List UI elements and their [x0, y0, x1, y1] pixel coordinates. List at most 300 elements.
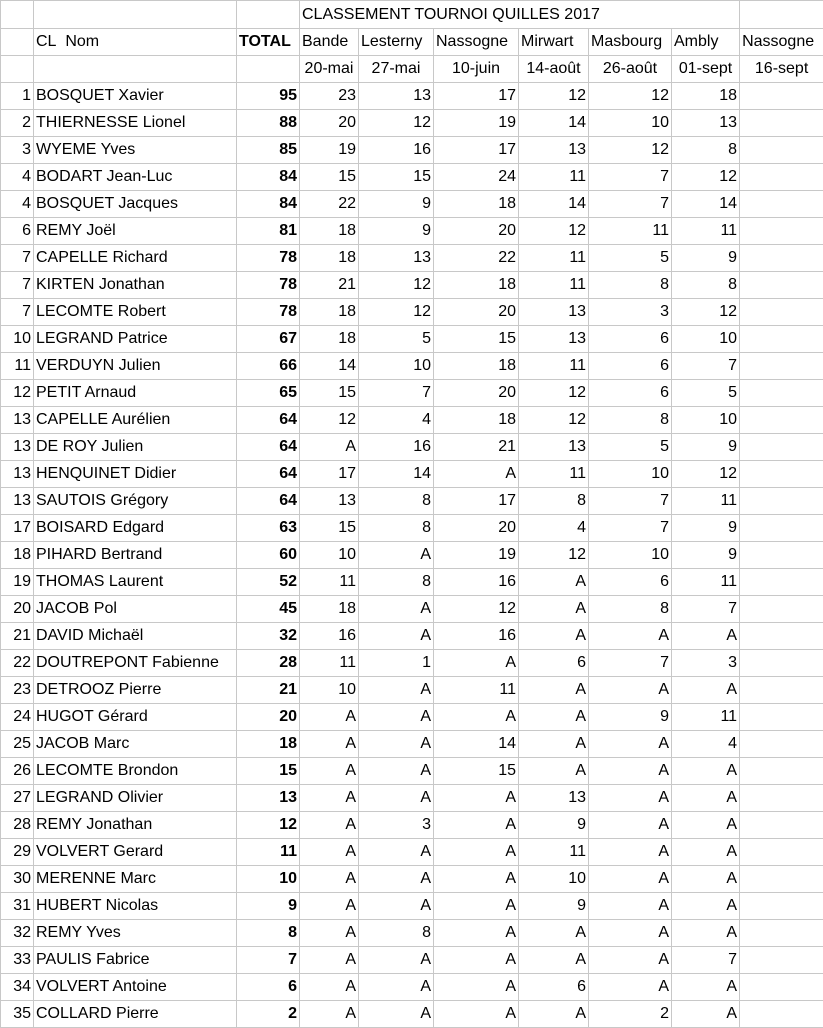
score-cell[interactable]: 11 [434, 677, 519, 704]
score-cell[interactable]: A [672, 812, 740, 839]
score-cell[interactable] [740, 704, 823, 731]
score-cell[interactable]: A [519, 677, 589, 704]
score-cell[interactable]: 19 [300, 137, 359, 164]
total-cell[interactable]: 64 [237, 407, 300, 434]
score-cell[interactable]: 24 [434, 164, 519, 191]
total-cell[interactable]: 64 [237, 434, 300, 461]
score-cell[interactable]: 5 [589, 434, 672, 461]
score-cell[interactable]: 15 [434, 326, 519, 353]
score-cell[interactable]: 12 [672, 164, 740, 191]
score-cell[interactable]: 2 [589, 1001, 672, 1028]
cell[interactable] [1, 56, 34, 83]
score-cell[interactable]: 18 [300, 326, 359, 353]
player-name-cell[interactable]: VOLVERT Gerard [34, 839, 237, 866]
score-cell[interactable]: 14 [519, 110, 589, 137]
score-cell[interactable]: A [300, 839, 359, 866]
score-cell[interactable]: 12 [519, 380, 589, 407]
score-cell[interactable]: A [300, 1001, 359, 1028]
player-name-cell[interactable]: HUBERT Nicolas [34, 893, 237, 920]
score-cell[interactable]: 11 [300, 569, 359, 596]
score-cell[interactable]: 17 [434, 137, 519, 164]
score-cell[interactable] [740, 812, 823, 839]
player-name-cell[interactable]: PIHARD Bertrand [34, 542, 237, 569]
score-cell[interactable]: 21 [300, 272, 359, 299]
score-cell[interactable]: A [300, 920, 359, 947]
total-cell[interactable]: 9 [237, 893, 300, 920]
player-name-cell[interactable]: DOUTREPONT Fabienne [34, 650, 237, 677]
rank-cell[interactable]: 24 [1, 704, 34, 731]
player-name-cell[interactable]: MERENNE Marc [34, 866, 237, 893]
score-cell[interactable]: 20 [434, 218, 519, 245]
total-cell[interactable]: 13 [237, 785, 300, 812]
score-cell[interactable]: A [300, 704, 359, 731]
score-cell[interactable]: 8 [359, 488, 434, 515]
score-cell[interactable]: 9 [519, 893, 589, 920]
header-venue[interactable]: Ambly [672, 29, 740, 56]
score-cell[interactable]: 20 [300, 110, 359, 137]
score-cell[interactable]: 7 [589, 515, 672, 542]
score-cell[interactable]: 6 [519, 974, 589, 1001]
score-cell[interactable]: 7 [672, 947, 740, 974]
total-cell[interactable]: 20 [237, 704, 300, 731]
score-cell[interactable]: 18 [300, 299, 359, 326]
player-name-cell[interactable]: REMY Joël [34, 218, 237, 245]
score-cell[interactable]: A [359, 866, 434, 893]
score-cell[interactable]: 5 [359, 326, 434, 353]
header-date[interactable]: 20-mai [300, 56, 359, 83]
total-cell[interactable]: 85 [237, 137, 300, 164]
score-cell[interactable]: A [672, 839, 740, 866]
score-cell[interactable]: 10 [359, 353, 434, 380]
score-cell[interactable]: 10 [672, 326, 740, 353]
player-name-cell[interactable]: COLLARD Pierre [34, 1001, 237, 1028]
score-cell[interactable]: 6 [589, 569, 672, 596]
score-cell[interactable]: A [359, 839, 434, 866]
score-cell[interactable]: 19 [434, 542, 519, 569]
rank-cell[interactable]: 35 [1, 1001, 34, 1028]
score-cell[interactable]: A [434, 920, 519, 947]
header-date[interactable]: 27-mai [359, 56, 434, 83]
score-cell[interactable]: A [589, 785, 672, 812]
score-cell[interactable] [740, 137, 823, 164]
player-name-cell[interactable]: LECOMTE Brondon [34, 758, 237, 785]
cell[interactable] [34, 1, 237, 29]
score-cell[interactable]: 13 [519, 434, 589, 461]
score-cell[interactable]: 18 [300, 245, 359, 272]
score-cell[interactable]: 14 [300, 353, 359, 380]
score-cell[interactable]: 11 [519, 461, 589, 488]
score-cell[interactable]: A [672, 866, 740, 893]
score-cell[interactable] [740, 650, 823, 677]
score-cell[interactable]: A [672, 677, 740, 704]
score-cell[interactable]: A [359, 758, 434, 785]
score-cell[interactable]: 12 [672, 461, 740, 488]
total-cell[interactable]: 63 [237, 515, 300, 542]
score-cell[interactable]: 12 [519, 218, 589, 245]
score-cell[interactable]: 8 [672, 272, 740, 299]
rank-cell[interactable]: 23 [1, 677, 34, 704]
score-cell[interactable] [740, 839, 823, 866]
rank-cell[interactable]: 27 [1, 785, 34, 812]
total-cell[interactable]: 45 [237, 596, 300, 623]
score-cell[interactable]: A [519, 758, 589, 785]
score-cell[interactable]: 4 [672, 731, 740, 758]
total-cell[interactable]: 2 [237, 1001, 300, 1028]
score-cell[interactable]: 13 [519, 326, 589, 353]
score-cell[interactable]: 13 [359, 245, 434, 272]
score-cell[interactable]: A [300, 434, 359, 461]
total-cell[interactable]: 64 [237, 488, 300, 515]
score-cell[interactable]: A [434, 704, 519, 731]
score-cell[interactable] [740, 407, 823, 434]
score-cell[interactable]: 9 [519, 812, 589, 839]
score-cell[interactable]: 11 [672, 218, 740, 245]
score-cell[interactable]: 20 [434, 515, 519, 542]
score-cell[interactable]: 17 [300, 461, 359, 488]
total-cell[interactable]: 8 [237, 920, 300, 947]
score-cell[interactable]: 6 [589, 326, 672, 353]
score-cell[interactable]: 8 [589, 272, 672, 299]
score-cell[interactable]: 15 [300, 164, 359, 191]
score-cell[interactable] [740, 488, 823, 515]
score-cell[interactable]: A [519, 623, 589, 650]
score-cell[interactable] [740, 164, 823, 191]
total-cell[interactable]: 18 [237, 731, 300, 758]
score-cell[interactable]: A [434, 974, 519, 1001]
score-cell[interactable]: 11 [672, 704, 740, 731]
rank-cell[interactable]: 20 [1, 596, 34, 623]
rank-cell[interactable]: 30 [1, 866, 34, 893]
score-cell[interactable] [740, 920, 823, 947]
score-cell[interactable]: 11 [672, 569, 740, 596]
score-cell[interactable]: 18 [300, 596, 359, 623]
score-cell[interactable]: 10 [589, 110, 672, 137]
score-cell[interactable] [740, 893, 823, 920]
score-cell[interactable]: A [519, 920, 589, 947]
score-cell[interactable]: 8 [359, 515, 434, 542]
total-cell[interactable]: 88 [237, 110, 300, 137]
score-cell[interactable] [740, 758, 823, 785]
score-cell[interactable] [740, 380, 823, 407]
score-cell[interactable] [740, 785, 823, 812]
score-cell[interactable]: 11 [519, 839, 589, 866]
score-cell[interactable]: 11 [519, 272, 589, 299]
header-venue[interactable]: Nassogne [434, 29, 519, 56]
score-cell[interactable]: 17 [434, 488, 519, 515]
score-cell[interactable]: A [519, 1001, 589, 1028]
score-cell[interactable]: A [359, 1001, 434, 1028]
rank-cell[interactable]: 7 [1, 245, 34, 272]
rank-cell[interactable]: 2 [1, 110, 34, 137]
score-cell[interactable] [740, 218, 823, 245]
score-cell[interactable]: A [672, 623, 740, 650]
score-cell[interactable]: 10 [300, 677, 359, 704]
total-cell[interactable]: 64 [237, 461, 300, 488]
score-cell[interactable] [740, 569, 823, 596]
header-venue[interactable]: Bande [300, 29, 359, 56]
player-name-cell[interactable]: JACOB Pol [34, 596, 237, 623]
score-cell[interactable]: A [672, 758, 740, 785]
score-cell[interactable]: 15 [300, 380, 359, 407]
header-date[interactable]: 01-sept [672, 56, 740, 83]
total-cell[interactable]: 67 [237, 326, 300, 353]
score-cell[interactable]: 6 [589, 380, 672, 407]
score-cell[interactable]: A [672, 974, 740, 1001]
rank-cell[interactable]: 4 [1, 191, 34, 218]
player-name-cell[interactable]: PETIT Arnaud [34, 380, 237, 407]
score-cell[interactable]: A [589, 974, 672, 1001]
score-cell[interactable]: A [359, 947, 434, 974]
score-cell[interactable]: A [300, 731, 359, 758]
score-cell[interactable] [740, 542, 823, 569]
score-cell[interactable]: 14 [434, 731, 519, 758]
rank-cell[interactable]: 7 [1, 299, 34, 326]
score-cell[interactable]: 11 [519, 245, 589, 272]
rank-cell[interactable]: 32 [1, 920, 34, 947]
score-cell[interactable]: A [519, 731, 589, 758]
score-cell[interactable]: 16 [359, 137, 434, 164]
player-name-cell[interactable]: VOLVERT Antoine [34, 974, 237, 1001]
total-cell[interactable]: 21 [237, 677, 300, 704]
score-cell[interactable]: 18 [300, 218, 359, 245]
rank-cell[interactable]: 28 [1, 812, 34, 839]
score-cell[interactable]: 12 [359, 272, 434, 299]
rank-cell[interactable]: 11 [1, 353, 34, 380]
score-cell[interactable]: A [434, 650, 519, 677]
cell[interactable] [740, 1, 823, 29]
total-cell[interactable]: 84 [237, 191, 300, 218]
score-cell[interactable]: 18 [434, 353, 519, 380]
score-cell[interactable]: A [434, 947, 519, 974]
score-cell[interactable]: 12 [300, 407, 359, 434]
score-cell[interactable]: 19 [434, 110, 519, 137]
total-cell[interactable]: 7 [237, 947, 300, 974]
score-cell[interactable]: A [359, 893, 434, 920]
score-cell[interactable]: 7 [589, 488, 672, 515]
total-cell[interactable]: 84 [237, 164, 300, 191]
score-cell[interactable]: 11 [300, 650, 359, 677]
total-cell[interactable]: 12 [237, 812, 300, 839]
score-cell[interactable]: 6 [589, 353, 672, 380]
score-cell[interactable]: 9 [359, 191, 434, 218]
player-name-cell[interactable]: REMY Jonathan [34, 812, 237, 839]
score-cell[interactable]: 6 [519, 650, 589, 677]
total-cell[interactable]: 95 [237, 83, 300, 110]
score-cell[interactable]: 13 [672, 110, 740, 137]
score-cell[interactable] [740, 515, 823, 542]
score-cell[interactable]: 7 [359, 380, 434, 407]
rank-cell[interactable]: 17 [1, 515, 34, 542]
score-cell[interactable]: 7 [589, 164, 672, 191]
total-cell[interactable]: 78 [237, 272, 300, 299]
header-venue[interactable]: Masbourg [589, 29, 672, 56]
score-cell[interactable]: 12 [359, 110, 434, 137]
player-name-cell[interactable]: LEGRAND Olivier [34, 785, 237, 812]
score-cell[interactable]: A [434, 785, 519, 812]
score-cell[interactable]: A [672, 893, 740, 920]
score-cell[interactable]: 3 [589, 299, 672, 326]
score-cell[interactable]: A [519, 947, 589, 974]
score-cell[interactable]: 10 [300, 542, 359, 569]
score-cell[interactable]: A [589, 731, 672, 758]
score-cell[interactable]: A [300, 893, 359, 920]
score-cell[interactable]: A [359, 596, 434, 623]
player-name-cell[interactable]: BODART Jean-Luc [34, 164, 237, 191]
rank-cell[interactable]: 1 [1, 83, 34, 110]
score-cell[interactable]: 12 [519, 542, 589, 569]
score-cell[interactable] [740, 1001, 823, 1028]
score-cell[interactable] [740, 434, 823, 461]
score-cell[interactable]: A [519, 569, 589, 596]
score-cell[interactable]: 17 [434, 83, 519, 110]
rank-cell[interactable]: 4 [1, 164, 34, 191]
rank-cell[interactable]: 31 [1, 893, 34, 920]
score-cell[interactable]: 13 [519, 137, 589, 164]
score-cell[interactable]: 12 [519, 407, 589, 434]
rank-cell[interactable]: 13 [1, 407, 34, 434]
score-cell[interactable] [740, 326, 823, 353]
total-cell[interactable]: 81 [237, 218, 300, 245]
score-cell[interactable] [740, 191, 823, 218]
score-cell[interactable]: 8 [359, 920, 434, 947]
score-cell[interactable] [740, 596, 823, 623]
total-cell[interactable]: 65 [237, 380, 300, 407]
score-cell[interactable]: 9 [672, 245, 740, 272]
header-venue[interactable]: Nassogne [740, 29, 823, 56]
player-name-cell[interactable]: SAUTOIS Grégory [34, 488, 237, 515]
player-name-cell[interactable]: PAULIS Fabrice [34, 947, 237, 974]
player-name-cell[interactable]: DE ROY Julien [34, 434, 237, 461]
header-date[interactable]: 10-juin [434, 56, 519, 83]
rank-cell[interactable]: 13 [1, 488, 34, 515]
player-name-cell[interactable]: KIRTEN Jonathan [34, 272, 237, 299]
header-venue[interactable]: Lesterny [359, 29, 434, 56]
score-cell[interactable]: 10 [589, 461, 672, 488]
score-cell[interactable]: 13 [519, 299, 589, 326]
total-cell[interactable]: 78 [237, 299, 300, 326]
score-cell[interactable]: 4 [359, 407, 434, 434]
score-cell[interactable] [740, 677, 823, 704]
score-cell[interactable]: 4 [519, 515, 589, 542]
player-name-cell[interactable]: LECOMTE Robert [34, 299, 237, 326]
score-cell[interactable]: 8 [359, 569, 434, 596]
cell[interactable] [1, 1, 34, 29]
score-cell[interactable]: 18 [434, 407, 519, 434]
score-cell[interactable]: A [519, 596, 589, 623]
score-cell[interactable]: A [672, 785, 740, 812]
player-name-cell[interactable]: THIERNESSE Lionel [34, 110, 237, 137]
score-cell[interactable] [740, 245, 823, 272]
score-cell[interactable]: A [300, 758, 359, 785]
player-name-cell[interactable]: JACOB Marc [34, 731, 237, 758]
score-cell[interactable]: 8 [519, 488, 589, 515]
score-cell[interactable]: A [589, 920, 672, 947]
total-cell[interactable]: 6 [237, 974, 300, 1001]
rank-cell[interactable]: 13 [1, 434, 34, 461]
header-date[interactable]: 16-sept [740, 56, 823, 83]
score-cell[interactable]: A [589, 758, 672, 785]
header-venue[interactable]: Mirwart [519, 29, 589, 56]
score-cell[interactable]: 7 [672, 596, 740, 623]
score-cell[interactable]: 20 [434, 299, 519, 326]
score-cell[interactable]: 11 [672, 488, 740, 515]
score-cell[interactable]: 7 [672, 353, 740, 380]
cell[interactable] [1, 29, 34, 56]
score-cell[interactable]: A [589, 812, 672, 839]
score-cell[interactable]: 10 [519, 866, 589, 893]
rank-cell[interactable]: 10 [1, 326, 34, 353]
score-cell[interactable]: A [359, 731, 434, 758]
score-cell[interactable]: A [589, 866, 672, 893]
score-cell[interactable]: 13 [300, 488, 359, 515]
score-cell[interactable]: 7 [589, 650, 672, 677]
rank-cell[interactable]: 34 [1, 974, 34, 1001]
player-name-cell[interactable]: BOSQUET Jacques [34, 191, 237, 218]
score-cell[interactable]: 9 [359, 218, 434, 245]
score-cell[interactable]: A [359, 677, 434, 704]
score-cell[interactable] [740, 461, 823, 488]
score-cell[interactable]: A [589, 893, 672, 920]
player-name-cell[interactable]: BOISARD Edgard [34, 515, 237, 542]
score-cell[interactable]: A [434, 461, 519, 488]
player-name-cell[interactable]: HUGOT Gérard [34, 704, 237, 731]
header-date[interactable]: 14-août [519, 56, 589, 83]
score-cell[interactable] [740, 353, 823, 380]
score-cell[interactable]: 18 [672, 83, 740, 110]
score-cell[interactable]: A [434, 839, 519, 866]
score-cell[interactable]: A [300, 947, 359, 974]
score-cell[interactable]: 18 [434, 272, 519, 299]
score-cell[interactable]: 12 [434, 596, 519, 623]
rank-cell[interactable]: 18 [1, 542, 34, 569]
score-cell[interactable]: 21 [434, 434, 519, 461]
rank-cell[interactable]: 13 [1, 461, 34, 488]
score-cell[interactable]: 9 [672, 434, 740, 461]
header-date[interactable]: 26-août [589, 56, 672, 83]
score-cell[interactable] [740, 866, 823, 893]
score-cell[interactable]: 16 [434, 569, 519, 596]
player-name-cell[interactable]: CAPELLE Aurélien [34, 407, 237, 434]
cell[interactable] [237, 56, 300, 83]
total-cell[interactable]: 11 [237, 839, 300, 866]
score-cell[interactable]: A [359, 704, 434, 731]
score-cell[interactable]: 23 [300, 83, 359, 110]
rank-cell[interactable]: 25 [1, 731, 34, 758]
score-cell[interactable]: 20 [434, 380, 519, 407]
total-cell[interactable]: 60 [237, 542, 300, 569]
score-cell[interactable]: A [434, 812, 519, 839]
score-cell[interactable]: 13 [359, 83, 434, 110]
cell[interactable] [237, 1, 300, 29]
score-cell[interactable]: A [434, 893, 519, 920]
score-cell[interactable]: A [589, 839, 672, 866]
score-cell[interactable]: 8 [589, 596, 672, 623]
score-cell[interactable]: 14 [359, 461, 434, 488]
rank-cell[interactable]: 12 [1, 380, 34, 407]
score-cell[interactable]: A [300, 974, 359, 1001]
score-cell[interactable] [740, 947, 823, 974]
rank-cell[interactable]: 33 [1, 947, 34, 974]
score-cell[interactable]: 22 [300, 191, 359, 218]
score-cell[interactable] [740, 974, 823, 1001]
total-cell[interactable]: 10 [237, 866, 300, 893]
score-cell[interactable]: 12 [359, 299, 434, 326]
total-cell[interactable]: 15 [237, 758, 300, 785]
score-cell[interactable]: A [434, 1001, 519, 1028]
score-cell[interactable]: 10 [672, 407, 740, 434]
score-cell[interactable]: A [359, 785, 434, 812]
rank-cell[interactable]: 29 [1, 839, 34, 866]
